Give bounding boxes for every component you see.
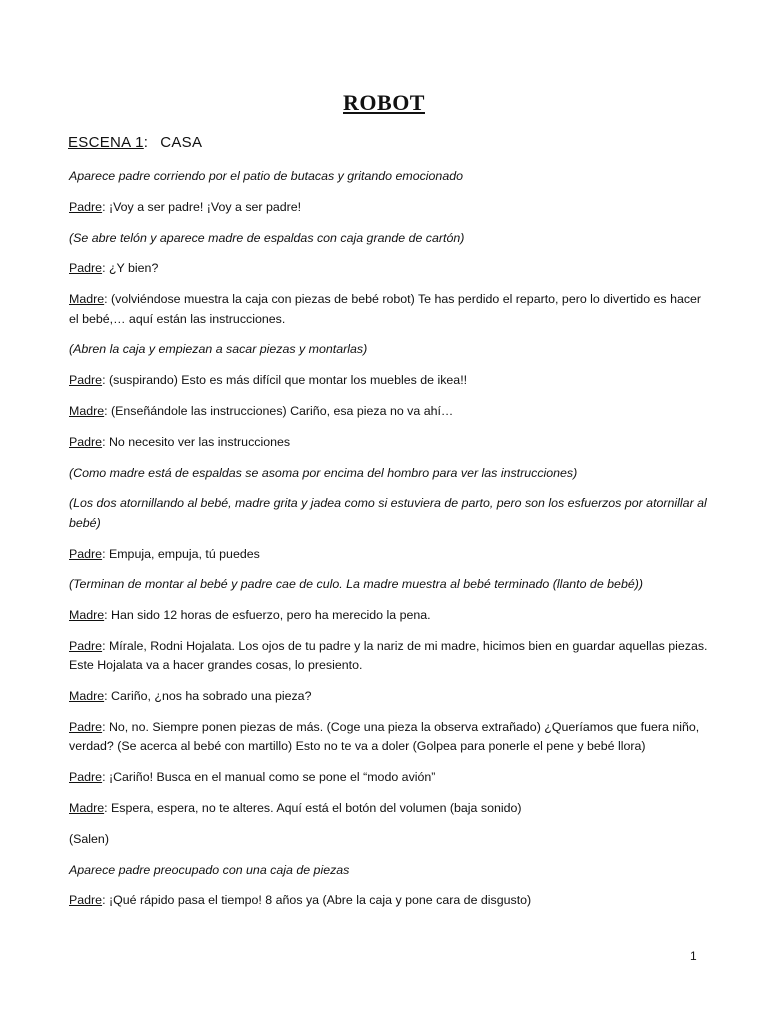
page-number: 1 [690,949,697,963]
line-text: : ¡Qué rápido pasa el tiempo! 8 años ya (Abre la caja y pone cara de disgusto) [102,893,532,908]
line-text: : ¡Voy a ser padre! ¡Voy a ser padre! [102,199,302,214]
speaker-name: Madre [69,689,105,704]
dialogue-line [69,433,709,452]
speaker-name: Padre [69,546,103,561]
stage-direction [69,861,709,880]
document-title: ROBOT [343,90,425,115]
line-text: : (suspirando) Esto es más difícil que montar los muebles de ikea!! [102,373,468,388]
line-text: (Los dos atornillando al bebé, madre grita y jadea como si estuviera de parto, pero son los esfuerzos por atornillar al bebé) [69,496,707,530]
line-text: : No, no. Siempre ponen piezas de más. (Coge una pieza la observa extrañado) ¿Queríamos que fuera niño, verdad? (Se acerca al bebé con martillo) Esto no te va a doler (Golpea para ponerle el pene y bebé llora) [69,719,700,754]
line-text: (Abren la caja y empiezan a sacar piezas y montarlas) [69,342,368,357]
speaker-name: Padre [69,261,103,276]
line-text: : (Enseñándole las instrucciones) Cariño, esa pieza no va ahí… [104,403,454,418]
stage-direction [69,575,709,594]
line-text: (Salen) [69,831,109,846]
dialogue-line [69,606,709,625]
stage-direction [69,167,709,186]
dialogue-line [69,545,709,564]
stage-direction [69,494,709,533]
stage-direction [69,340,709,359]
scene-colon: : [143,134,149,151]
speaker-name: Madre [69,292,105,307]
line-text: : (volviéndose muestra la caja con piezas de bebé robot) Te has perdido el reparto, pero lo divertido es hacer el bebé,… aquí están las instrucciones. [69,292,702,326]
scene-heading [68,134,202,151]
speaker-name: Padre [69,373,103,388]
stage-direction [69,229,709,248]
speaker-name: Padre [69,638,103,653]
line-text: : Empuja, empuja, tú puedes [102,546,260,561]
stage-direction [69,464,709,483]
line-text: (Terminan de montar al bebé y padre cae de culo. La madre muestra al bebé terminado (llanto de bebé)) [69,577,643,592]
line-text: : Mírale, Rodni Hojalata. Los ojos de tu padre y la nariz de mi madre, hicimos bien en guardar aquellas piezas. Este Hojalata va a hacer grandes cosas, lo presiento. [69,638,708,673]
dialogue-line [69,687,709,706]
dialogue-line [69,799,709,818]
dialogue-line [69,198,709,217]
line-text: : Han sido 12 horas de esfuerzo, pero ha merecido la pena. [104,608,431,623]
dialogue-line [69,891,709,910]
script-body [69,167,709,922]
dialogue-line [69,718,709,757]
speaker-name: Madre [69,403,105,418]
line-text: (Se abre telón y aparece madre de espaldas con caja grande de cartón) [69,230,465,245]
speaker-name: Padre [69,893,103,908]
line-text: Aparece padre preocupado con una caja de piezas [69,862,350,877]
scene-place: CASA [160,134,203,151]
script-line [69,830,709,849]
dialogue-line [69,259,709,278]
speaker-name: Padre [69,719,103,734]
line-text: : Espera, espera, no te alteres. Aquí está el botón del volumen (baja sonido) [104,800,522,815]
line-text: (Como madre está de espaldas se asoma por encima del hombro para ver las instrucciones) [69,465,578,480]
dialogue-line [69,637,709,676]
dialogue-line [69,290,709,329]
dialogue-line [69,371,709,390]
speaker-name: Madre [69,800,105,815]
line-text: : ¡Cariño! Busca en el manual como se pone el “modo avión” [102,770,436,785]
dialogue-line [69,768,709,787]
line-text: Aparece padre corriendo por el patio de butacas y gritando emocionado [69,169,464,183]
line-text: : Cariño, ¿nos ha sobrado una pieza? [104,689,312,704]
speaker-name: Padre [69,434,103,449]
line-text: : No necesito ver las instrucciones [102,434,291,449]
line-text: : ¿Y bien? [102,261,159,276]
speaker-name: Padre [69,199,103,214]
dialogue-line [69,402,709,421]
scene-label: ESCENA 1 [68,134,144,151]
speaker-name: Padre [69,770,103,785]
speaker-name: Madre [69,608,105,623]
